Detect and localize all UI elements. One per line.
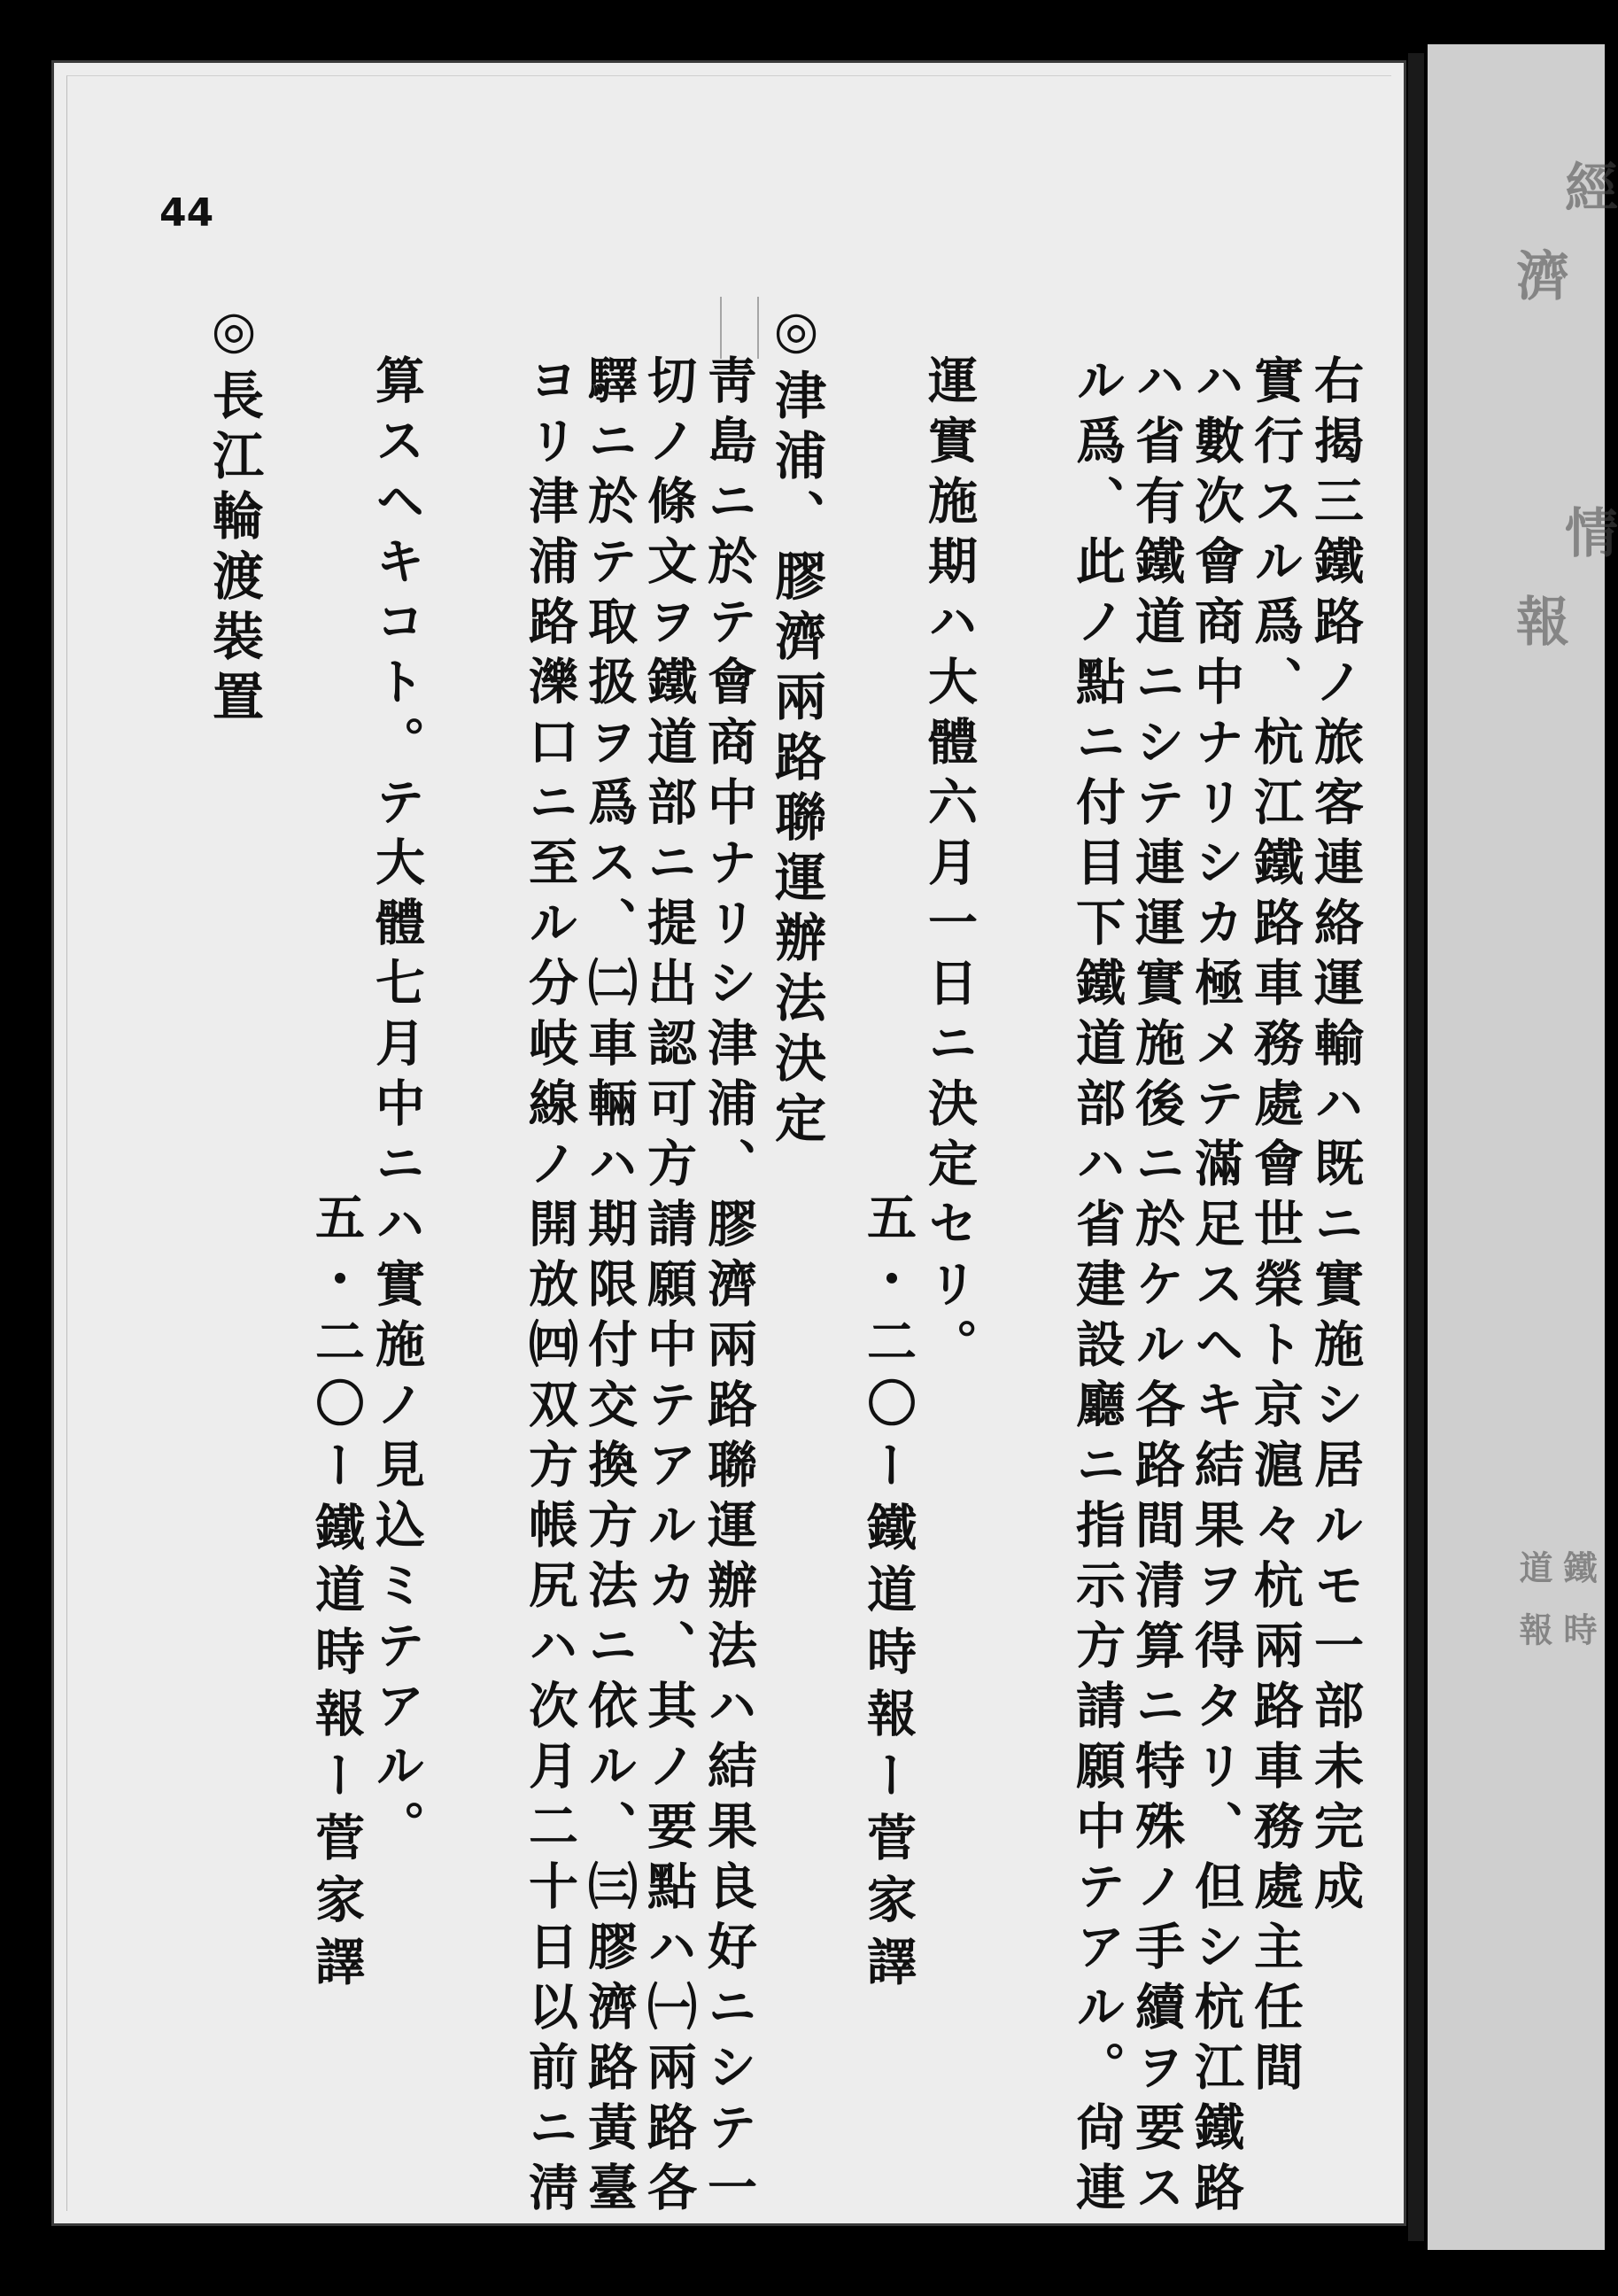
article-source: 五・二〇ー鐵道時報ー菅家譯: [307, 1191, 366, 1997]
book-spine-shadow: [1408, 53, 1424, 2241]
article-line: 運實施期ハ大體六月一日ニ決定セリ。: [920, 354, 979, 1378]
facing-page-fragment: 時: [1558, 1612, 1598, 1651]
article-line: 算スヘキコト。テ大體七月中ニハ實施ノ見込ミテアル。: [368, 354, 426, 1860]
pencil-mark: [720, 297, 759, 359]
article-line: ハ數次會商中ナリシカ極メテ滿足スヘキ結果ヲ得タリ、但シ杭江鐵路: [1187, 354, 1245, 2222]
facing-page-edge: [1428, 44, 1618, 2250]
article-line: ヨリ津浦路濼口ニ至ル分岐線ノ開放㈣双方帳尻ハ次月二十日以前ニ淸: [521, 354, 579, 2222]
facing-page-fragment: 道: [1513, 1550, 1553, 1589]
article-heading: ◎津浦、膠濟兩路聯運辦法決定: [766, 299, 826, 1152]
article-line: 切ノ條文ヲ鐵道部ニ提出認可方請願中テアルカ、其ノ要點ハ㈠兩路各: [639, 354, 698, 2222]
facing-page-fragment: 報: [1507, 593, 1569, 682]
facing-page-fragment: 鐵: [1558, 1550, 1598, 1589]
page-number: 44: [159, 190, 214, 236]
article-source: 五・二〇ー鐵道時報ー菅家譯: [859, 1191, 917, 1997]
article-line: 靑島ニ於テ會商中ナリシ津浦、膠濟兩路聯運辦法ハ結果良好ニシテ一: [700, 354, 758, 2222]
article-line: 驛ニ於テ取扱ヲ爲ス、㈡車輛ハ期限付交換方法ニ依ル、㈢膠濟路黃臺: [580, 354, 639, 2222]
article-line: ル爲、此ノ點ニ付目下鐵道部ハ省建設廳ニ指示方請願中テアル。尙連: [1068, 354, 1126, 2222]
facing-page-fragment: 濟: [1507, 248, 1569, 337]
article-heading: ◎長江輪渡裝置: [204, 299, 264, 730]
article-line: 右揭三鐵路ノ旅客連絡運輸ハ既ニ實施シ居ルモ一部未完成: [1306, 354, 1365, 1920]
article-line: ハ省有鐵道ニシテ連運實施後ニ於ケル各路間清算ニ特殊ノ手續ヲ要ス: [1127, 354, 1186, 2222]
facing-page-fragment: 經: [1556, 159, 1618, 248]
article-line: 實行スル爲、杭江鐵路車務處會世榮ト京滬々杭兩路車務處主任間: [1246, 354, 1304, 2101]
facing-page-fragment: 情: [1556, 505, 1618, 593]
facing-page-fragment: 報: [1513, 1612, 1553, 1651]
